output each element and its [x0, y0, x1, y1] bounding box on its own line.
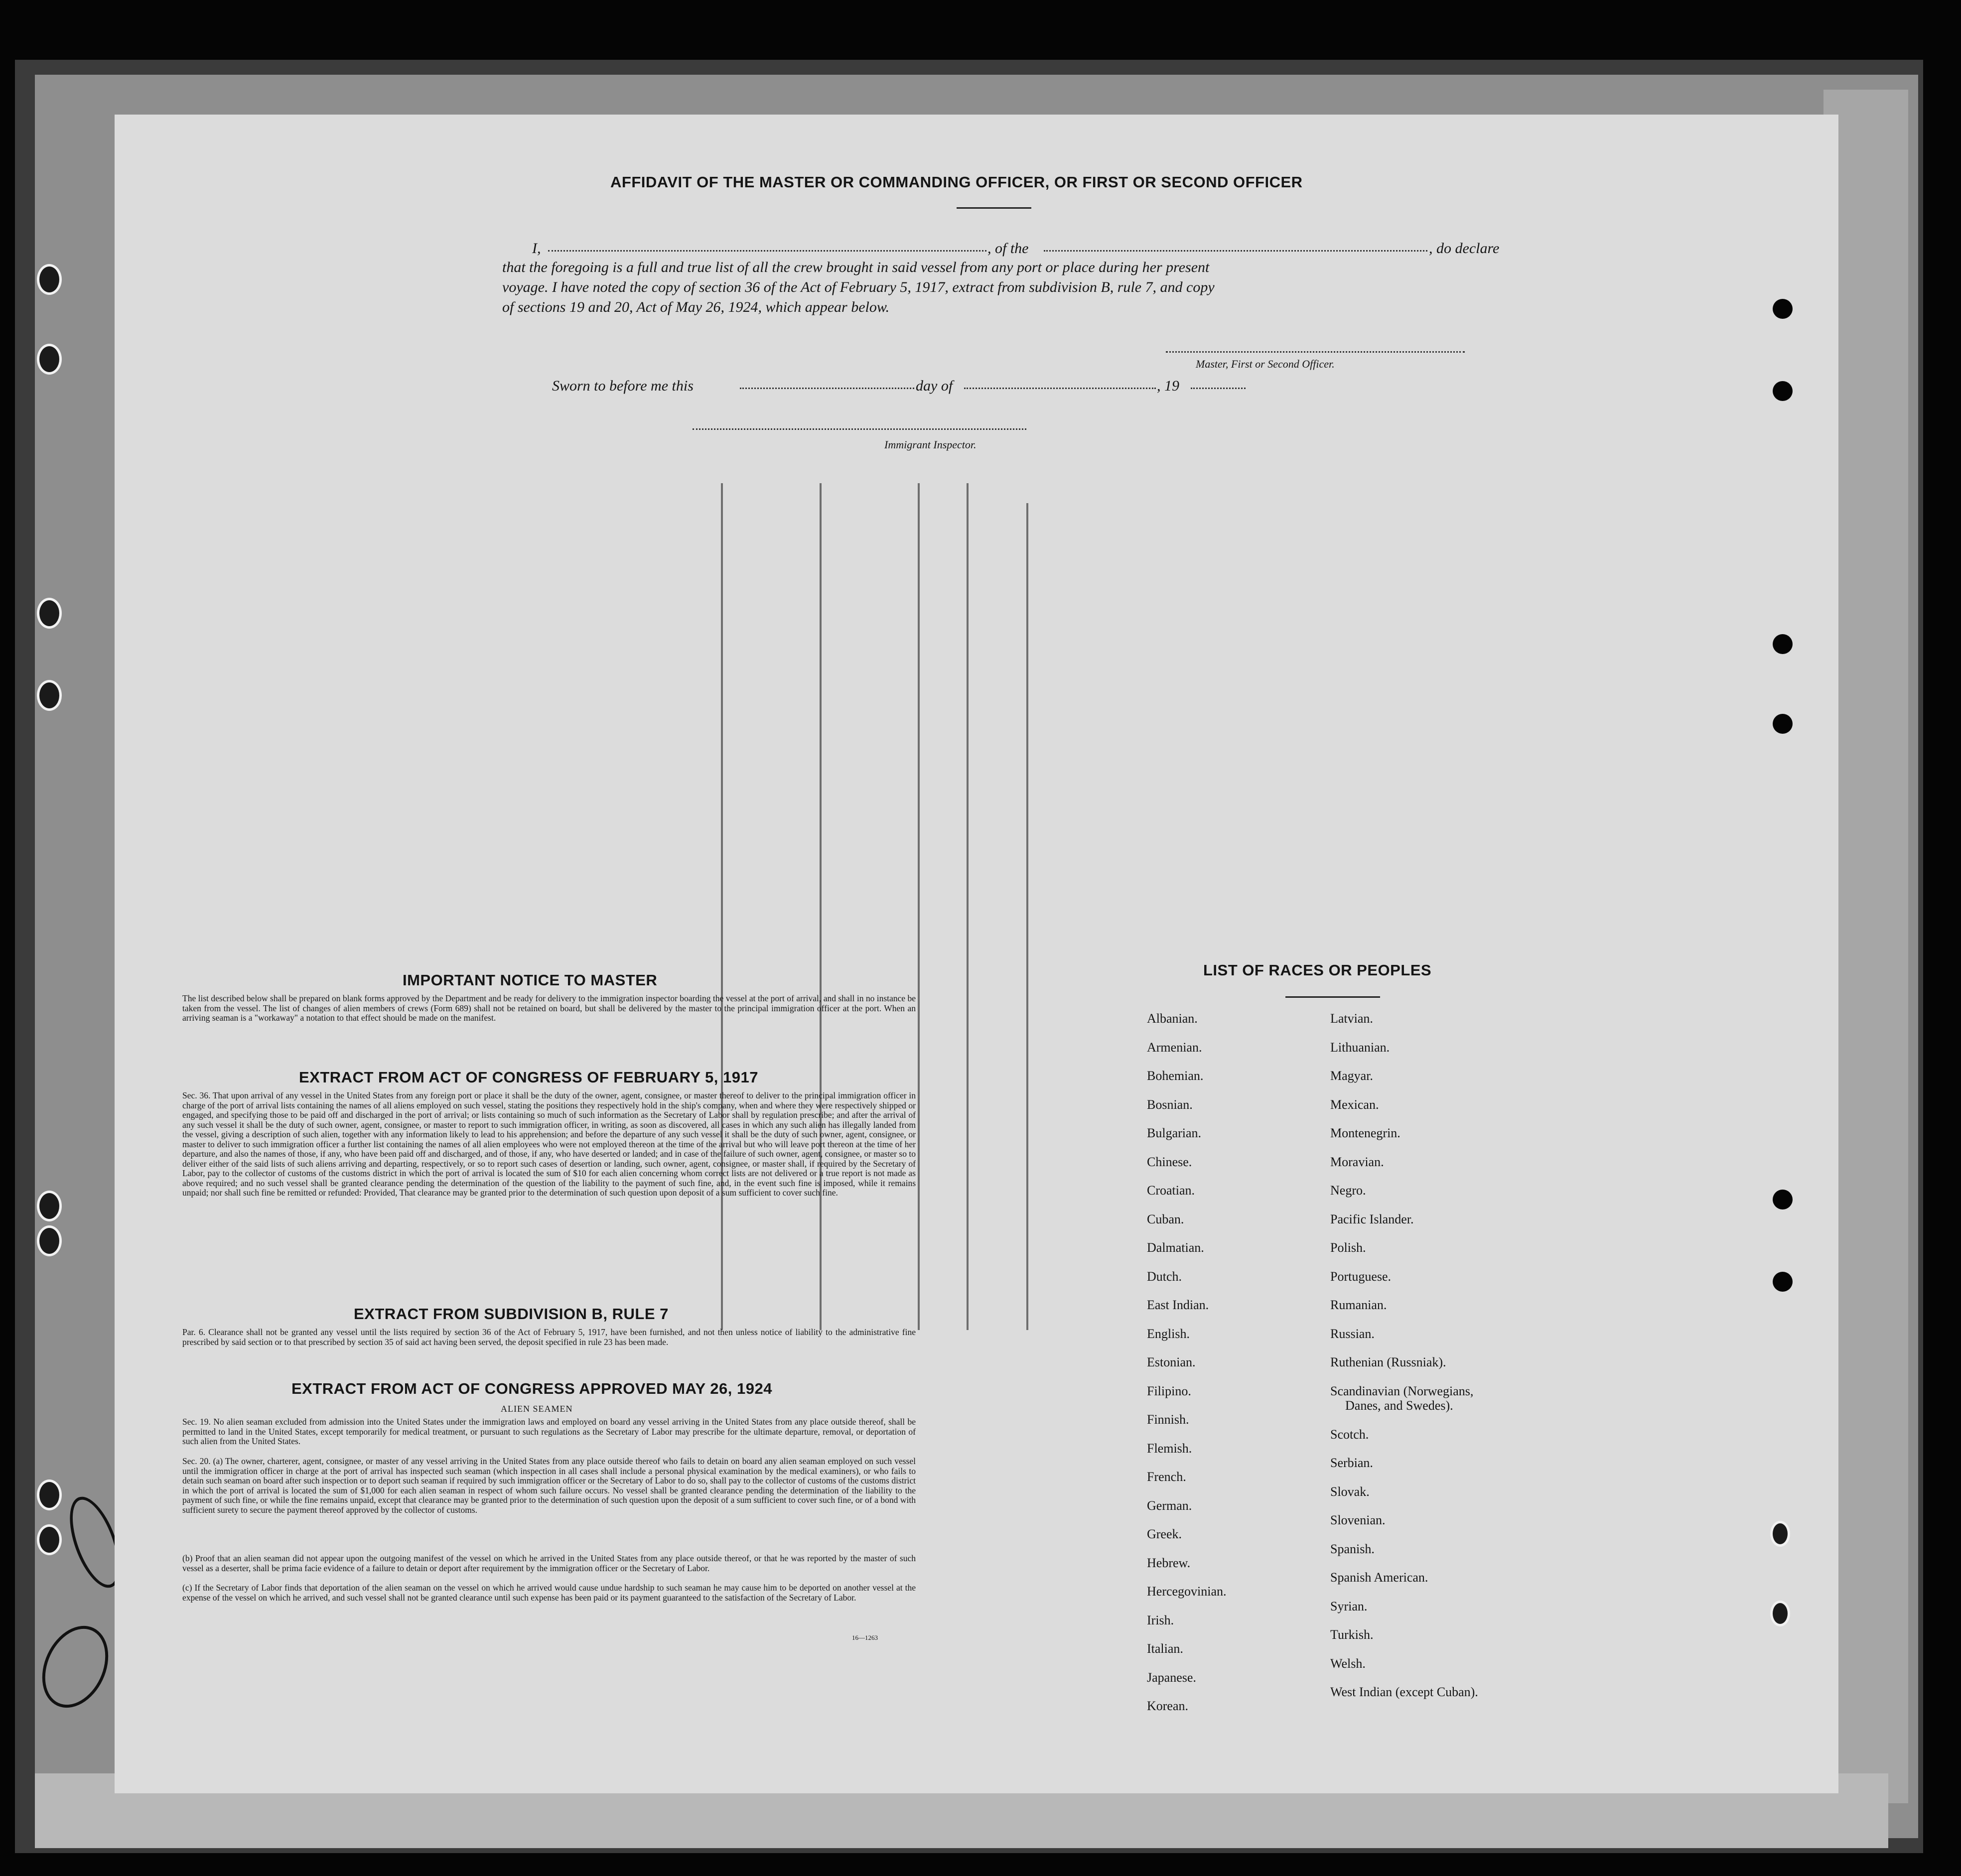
bleed-column-line [820, 483, 822, 1330]
race-item: Rumanian. [1330, 1298, 1387, 1312]
race-item: Armenian. [1147, 1040, 1202, 1055]
race-item: Turkish. [1330, 1627, 1374, 1642]
sworn-day-line[interactable] [740, 388, 914, 389]
races-title: LIST OF RACES OR PEOPLES [1203, 961, 1432, 979]
race-item: Danes, and Swedes). [1345, 1398, 1453, 1413]
extract-1924-title: EXTRACT FROM ACT OF CONGRESS APPROVED MAY 26, 1924 [291, 1380, 772, 1397]
race-item: Latvian. [1330, 1011, 1373, 1026]
race-item: Mexican. [1330, 1097, 1379, 1112]
race-item: West Indian (except Cuban). [1330, 1685, 1478, 1699]
form-number: 16—1263 [852, 1634, 878, 1641]
bleed-column-line [918, 483, 920, 1330]
race-item: Flemish. [1147, 1441, 1192, 1456]
punch-hole [37, 344, 62, 375]
race-item: Pacific Islander. [1330, 1211, 1414, 1226]
race-item: Dalmatian. [1147, 1240, 1204, 1255]
race-item: Cuban. [1147, 1211, 1184, 1226]
race-item: Bohemian. [1147, 1069, 1204, 1083]
race-item: Korean. [1147, 1699, 1189, 1713]
race-item: German. [1147, 1498, 1192, 1513]
race-item: Portuguese. [1330, 1269, 1392, 1284]
vessel-name-line[interactable] [1044, 250, 1427, 252]
race-item: Italian. [1147, 1641, 1183, 1656]
sworn-month-line[interactable] [964, 388, 1156, 389]
sworn-year-line[interactable] [1191, 388, 1246, 389]
title-divider [957, 207, 1031, 209]
punch-hole [37, 1191, 62, 1221]
race-item: Hercegovinian. [1147, 1584, 1227, 1599]
punch-hole [1770, 1521, 1790, 1547]
race-item: Greek. [1147, 1527, 1182, 1541]
extract-1924-sec20a: Sec. 20. (a) The owner, charterer, agent, consignee, or master of any vessel arriving in the United States from any place outside thereof who fails to detain on board any alien seaman employed on such vessel until the immigration officer in charge at the port of arrival has inspected such seaman (which inspection in all cases shall include a personal physical examination by the medical examiners), or who fails to detain such seaman on board after such inspection or to deport such seaman if required by such immigration officer or the Secretary of Labor to do so, shall pay to the collector of customs of the customs district in which the port of arrival is located the sum of $1,000 for each alien seaman in respect of whom such failure occurs. No vessel shall be granted clearance pending the determination of the liability to the payment of such fine, or while the fine remains unpaid, except that clearance may be granted prior to the determination of such question upon the deposit of a sum sufficient to cover such fine, or of a bond with sufficient surety to secure the payment thereof approved by the collector of customs. [182, 1456, 916, 1515]
day-of-label: day of [916, 378, 953, 394]
race-item: Japanese. [1147, 1670, 1196, 1685]
race-item: Dutch. [1147, 1269, 1182, 1284]
extract-1924-sec19: Sec. 19. No alien seaman excluded from admission into the United States under the immigration laws and employed on board any vessel arriving in the United States from any place outside thereof, shall be permitted to land in the United States, except temporarily for medical treatment, or pursuant to such regulations as the Secretary of Labor may prescribe for the ultimate departure, removal, or deportation of such alien from the United States. [182, 1417, 916, 1446]
race-item: Hebrew. [1147, 1555, 1191, 1570]
race-item: Slovenian. [1330, 1513, 1386, 1527]
race-item: Scotch. [1330, 1427, 1369, 1442]
race-item: Filipino. [1147, 1383, 1191, 1398]
affidavit-declare-label: , do declare [1429, 240, 1500, 257]
race-item: Scandinavian (Norwegians, [1330, 1383, 1474, 1398]
notice-title: IMPORTANT NOTICE TO MASTER [403, 971, 658, 989]
race-item: Welsh. [1330, 1656, 1366, 1671]
master-signature-line[interactable] [1166, 351, 1465, 353]
punch-dot [1773, 634, 1793, 654]
race-item: Irish. [1147, 1612, 1174, 1627]
punch-hole [1770, 1601, 1790, 1626]
extract-1917-title: EXTRACT FROM ACT OF CONGRESS OF FEBRUARY 5, 1917 [299, 1069, 758, 1086]
bleed-column-line [967, 483, 969, 1330]
race-item: Albanian. [1147, 1011, 1198, 1026]
document-page [115, 115, 1838, 1793]
race-item: Russian. [1330, 1326, 1375, 1341]
affidavit-body-line-2: voyage. I have noted the copy of section 36 of the Act of February 5, 1917, extract from subdivision B, rule 7, and copy [502, 279, 1215, 295]
bleed-column-line [1026, 503, 1028, 1330]
extract-1924-sec20c: (c) If the Secretary of Labor finds that deportation of the alien seaman on the vessel on which he arrived would cause undue hardship to such seaman he may cause him to be deported on another vessel at the expense of the vessel on which he arrived, and such vessel shall not be granted clearance until such expense has been paid or its payment guaranteed to the satisfaction of the Secretary of Labor. [182, 1583, 916, 1603]
extract-1924-sec20b: (b) Proof that an alien seaman did not appear upon the outgoing manifest of the vessel on which he arrived in the United States from any place outside thereof, or that he was reported by the master of such vessel as a deserter, shall be prima facie evidence of a failure to detain or deport after requirement by the immigration officer or the Secretary of Labor. [182, 1553, 916, 1573]
inspector-signature-line[interactable] [693, 428, 1026, 430]
race-item: Ruthenian (Russniak). [1330, 1355, 1446, 1369]
punch-hole [37, 1524, 62, 1555]
race-item: Negro. [1330, 1183, 1366, 1198]
punch-dot [1773, 299, 1793, 319]
extract-1917-text: Sec. 36. That upon arrival of any vessel in the United States from any foreign port or place it shall be the duty of the owner, agent, consignee, or master thereof to deliver to the principal immigration officer in charge of the port of arrival lists containing the names of all aliens employed on such vessel, stating the positions they respectively hold in the ship's company, when and where they were respectively shipped or engaged, and specifying those to be paid off and discharged in the port of arrival; or lists containing so much of such information as the Secretary of Labor shall by regulation prescribe; and after the arrival of any such vessel it shall be the duty of such owner, agent, consignee, or master to report to such immigration officer, in writing, as soon as discovered, all cases in which any such alien has illegally landed from the vessel, giving a description of such alien, together with any information likely to lead to his apprehension; and before the departure of any such vessel it shall be the duty of such owner, agent, consignee, or master to deliver to such immigration officer a further list containing the names of all alien employees who were not employed thereon at the time of the arrival but who will leave port thereon at the time of her departure, and also the names of those, if any, who have been paid off and discharged, and of those, if any, who have deserted or landed; and in case of the failure of such owner, agent, consignee, or master so to deliver either of the said lists of such aliens arriving and departing, respectively, or so to report such cases of desertion or landing, such owner, agent, consignee, or master shall, if required by the Secretary of Labor, pay to the collector of customs of the customs district in which the port of arrival is located the sum of $10 for each alien concerning whom correct lists are not delivered or a true report is not made as above required; and no such vessel shall be granted clearance pending the determination of the question of the liability to the payment of such fine, and, in the event such fine is imposed, while it remains unpaid; nor shall such fine be remitted or refunded: Provided, That clearance may be granted prior to the determination of such question upon deposit of a sum sufficient to cover such fine. [182, 1090, 916, 1198]
affidavit-body-line-3: of sections 19 and 20, Act of May 26, 1924, which appear below. [502, 299, 890, 315]
race-item: Magyar. [1330, 1069, 1373, 1083]
punch-dot [1773, 714, 1793, 734]
race-item: Syrian. [1330, 1599, 1368, 1613]
affidavit-body-line-1: that the foregoing is a full and true list of all the crew brought in said vessel from any port or place during her present [502, 259, 1210, 275]
affidavit-i-label: I, [532, 240, 541, 257]
race-item: Estonian. [1147, 1355, 1196, 1369]
bleed-column-line [721, 483, 723, 1330]
master-name-line[interactable] [548, 250, 986, 252]
race-item: Spanish. [1330, 1541, 1375, 1556]
race-item: East Indian. [1147, 1298, 1209, 1312]
year-label: , 19 [1157, 378, 1179, 394]
punch-hole [37, 1225, 62, 1256]
race-item: Slovak. [1330, 1484, 1370, 1499]
affidavit-title: AFFIDAVIT OF THE MASTER OR COMMANDING OFFICER, OR FIRST OR SECOND OFFICER [610, 173, 1303, 191]
punch-dot [1773, 1272, 1793, 1292]
master-signature-caption: Master, First or Second Officer. [1196, 358, 1335, 370]
race-item: Moravian. [1330, 1154, 1384, 1169]
affidavit-of-the-label: , of the [987, 240, 1029, 257]
race-item: English. [1147, 1326, 1190, 1341]
notice-text: The list described below shall be prepared on blank forms approved by the Department and be ready for delivery to the immigration inspector boarding the vessel at the port of arrival, and shall in no instance be taken from the vessel. The list of changes of alien members of crews (Form 689) shall not be retained on board, but shall be delivered by the master to the principal immigration officer at the port. When an arriving seaman is a "workaway" a notation to that effect should be made on the manifest. [182, 993, 916, 1023]
punch-dot [1773, 1190, 1793, 1209]
punch-hole [37, 680, 62, 711]
punch-hole [37, 598, 62, 629]
punch-hole [37, 264, 62, 295]
race-item: Montenegrin. [1330, 1126, 1401, 1140]
punch-hole [37, 1479, 62, 1510]
race-item: French. [1147, 1470, 1186, 1484]
inspector-caption: Immigrant Inspector. [884, 438, 977, 451]
race-item: Bulgarian. [1147, 1126, 1202, 1140]
race-item: Lithuanian. [1330, 1040, 1390, 1055]
punch-dot [1773, 381, 1793, 401]
race-item: Serbian. [1330, 1456, 1373, 1470]
extract-rule7-title: EXTRACT FROM SUBDIVISION B, RULE 7 [354, 1305, 669, 1323]
race-item: Spanish American. [1330, 1570, 1428, 1585]
race-item: Croatian. [1147, 1183, 1195, 1198]
race-item: Chinese. [1147, 1154, 1192, 1169]
extract-rule7-text: Par. 6. Clearance shall not be granted any vessel until the lists required by section 36 of the Act of February 5, 1917, have been furnished, and not then unless notice of liability to the administrative fine prescribed by said section or to that prescribed by section 35 of said act having been served, the deposit specified in rule 23 has been made. [182, 1327, 916, 1347]
races-title-divider [1285, 996, 1380, 998]
extract-1924-subtitle: ALIEN SEAMEN [501, 1404, 573, 1414]
sworn-label: Sworn to before me this [552, 378, 694, 394]
race-item: Polish. [1330, 1240, 1366, 1255]
race-item: Finnish. [1147, 1412, 1189, 1427]
race-item: Bosnian. [1147, 1097, 1193, 1112]
